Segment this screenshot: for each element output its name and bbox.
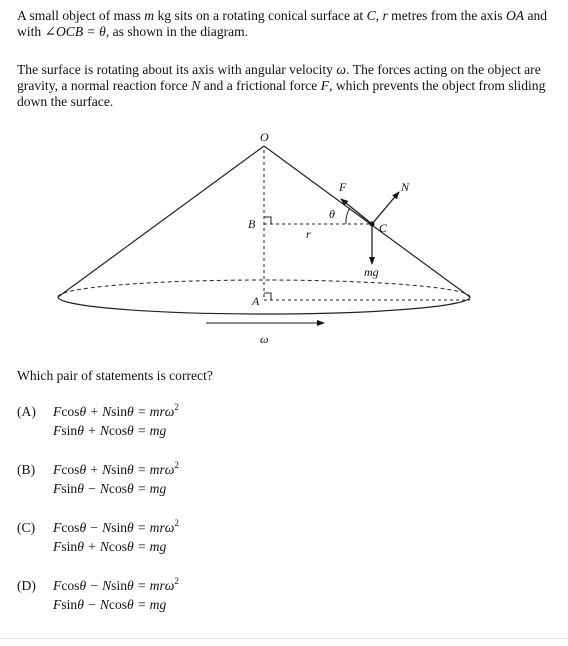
equation-vertical: Fsinθ + Ncosθ = mg [53,423,167,438]
option-label: (A) [17,404,36,419]
label-r: r [306,227,311,241]
equation-horizontal: Fcosθ − Nsinθ = mrω$^2$ [53,518,179,535]
label-b: B [248,217,256,231]
var-r: r [382,8,388,23]
var-f: F [320,78,330,93]
theta-arc [346,208,350,224]
cone-left-side [58,146,264,297]
normal-arrow [372,192,399,224]
problem-paragraph-1 [17,8,555,40]
cone-diagram [0,126,568,354]
var-n: N [191,78,201,93]
text: kg sits on a rotating conical surface at [154,8,367,23]
label-mg: mg [364,265,379,279]
text: A small object of mass [17,8,145,23]
option-label: (C) [17,520,36,535]
right-angle-b [264,217,271,224]
equation-horizontal: Fcosθ − Nsinθ = mrω$^2$ [53,576,179,593]
question-prompt: Which pair of statements is correct? [17,368,213,383]
equation-vertical: Fsinθ − Ncosθ = mg [53,597,167,612]
var-c: C [366,8,376,23]
label-f: F [339,180,347,194]
var-oa: OA [505,8,525,23]
equation-horizontal: Fcosθ + Nsinθ = mrω$^2$ [53,402,179,419]
text: , as shown in the diagram. [105,24,249,39]
text: , which prevents the object from sliding down the surface. [17,78,546,109]
option-label: (B) [17,462,36,477]
label-theta: θ [329,207,335,221]
bottom-divider [0,638,568,639]
label-a: A [252,294,260,308]
var-omega: ω [336,62,346,77]
label-omega: ω [260,332,269,346]
label-n: N [401,180,410,194]
text: and a frictional force [200,78,321,93]
var-m: m [144,8,155,23]
text: The surface is rotating about its axis with angular velocity [17,62,337,77]
angle-ocb: ∠OCB = θ [44,24,106,39]
text: and with [17,8,548,39]
equation-vertical: Fsinθ + Ncosθ = mg [53,539,167,554]
right-angle-a [264,293,271,300]
text: , [375,8,383,23]
label-c: C [379,221,388,235]
equation-vertical: Fsinθ − Ncosθ = mg [53,481,167,496]
problem-paragraph-2 [17,62,555,110]
equation-horizontal: Fcosθ + Nsinθ = mrω$^2$ [53,460,179,477]
text: . The forces acting on the object are gravity, a normal reaction force [17,62,541,93]
option-label: (D) [17,578,36,593]
label-o: O [260,130,269,144]
text: metres from the axis [387,8,506,23]
